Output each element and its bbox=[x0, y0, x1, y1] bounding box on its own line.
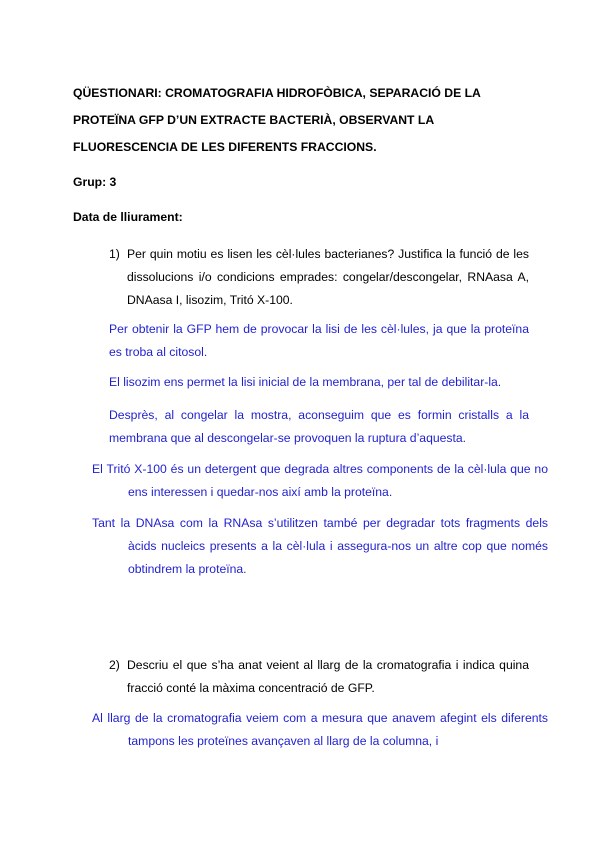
question-2-text: Descriu el que s’ha anat veient al llarg de la cromatografia i indica quina fracció conté la màxima concentració de GFP. bbox=[127, 658, 529, 695]
title-line-1: QÜESTIONARI: CROMATOGRAFIA HIDROFÒBICA, SEPARACIÓ DE LA bbox=[73, 86, 481, 100]
question-1-text: Per quin motiu es lisen les cèl·lules bacterianes? Justifica la funció de les dissolucions i/o condicions emprades: congelar/descongelar, RNAasa A, DNAasa I, lisozim, Tritó X-100. bbox=[127, 247, 529, 307]
question-1-number: 1) bbox=[109, 247, 120, 261]
group-label: Grup: 3 bbox=[73, 175, 117, 189]
answer-1-paragraph-3: Desprès, al congelar la mostra, aconseguim que es formin cristalls a la membrana que al descongelar-se provoquen la ruptura d’aquesta. bbox=[109, 408, 529, 445]
title-line-3: FLUORESCENCIA DE LES DIFERENTS FRACCIONS. bbox=[73, 140, 377, 154]
title-line-2: PROTEÏNA GFP D’UN EXTRACTE BACTERIÀ, OBSERVANT LA bbox=[73, 113, 435, 127]
question-2-number: 2) bbox=[109, 658, 120, 672]
answer-1-paragraph-1: Per obtenir la GFP hem de provocar la lisi de les cèl·lules, ja que la proteïna es troba al citosol. bbox=[109, 322, 529, 359]
answer-1-paragraph-2: El lisozim ens permet la lisi inicial de la membrana, per tal de debilitar-la. bbox=[109, 375, 502, 389]
question-2 bbox=[109, 654, 529, 700]
document-title bbox=[73, 80, 533, 161]
answer-1-paragraph-4: El Tritó X-100 és un detergent que degrada altres components de la cèl·lula que no ens interessen i quedar-nos així amb la proteïna. bbox=[92, 462, 548, 499]
question-1 bbox=[109, 243, 529, 312]
answer-1-paragraph-5: Tant la DNAsa com la RNAsa s’utilitzen també per degradar tots fragments dels àcids nucleics presents a la cèl·lula i assegura-nos un altre cop que només obtindrem la proteïna. bbox=[92, 516, 548, 576]
delivery-date-label: Data de lliurament: bbox=[73, 210, 183, 224]
answer-2-paragraph-1: Al llarg de la cromatografia veiem com a mesura que anavem afegint els diferents tampons les proteïnes avançaven al llarg de la columna, i bbox=[92, 711, 548, 748]
